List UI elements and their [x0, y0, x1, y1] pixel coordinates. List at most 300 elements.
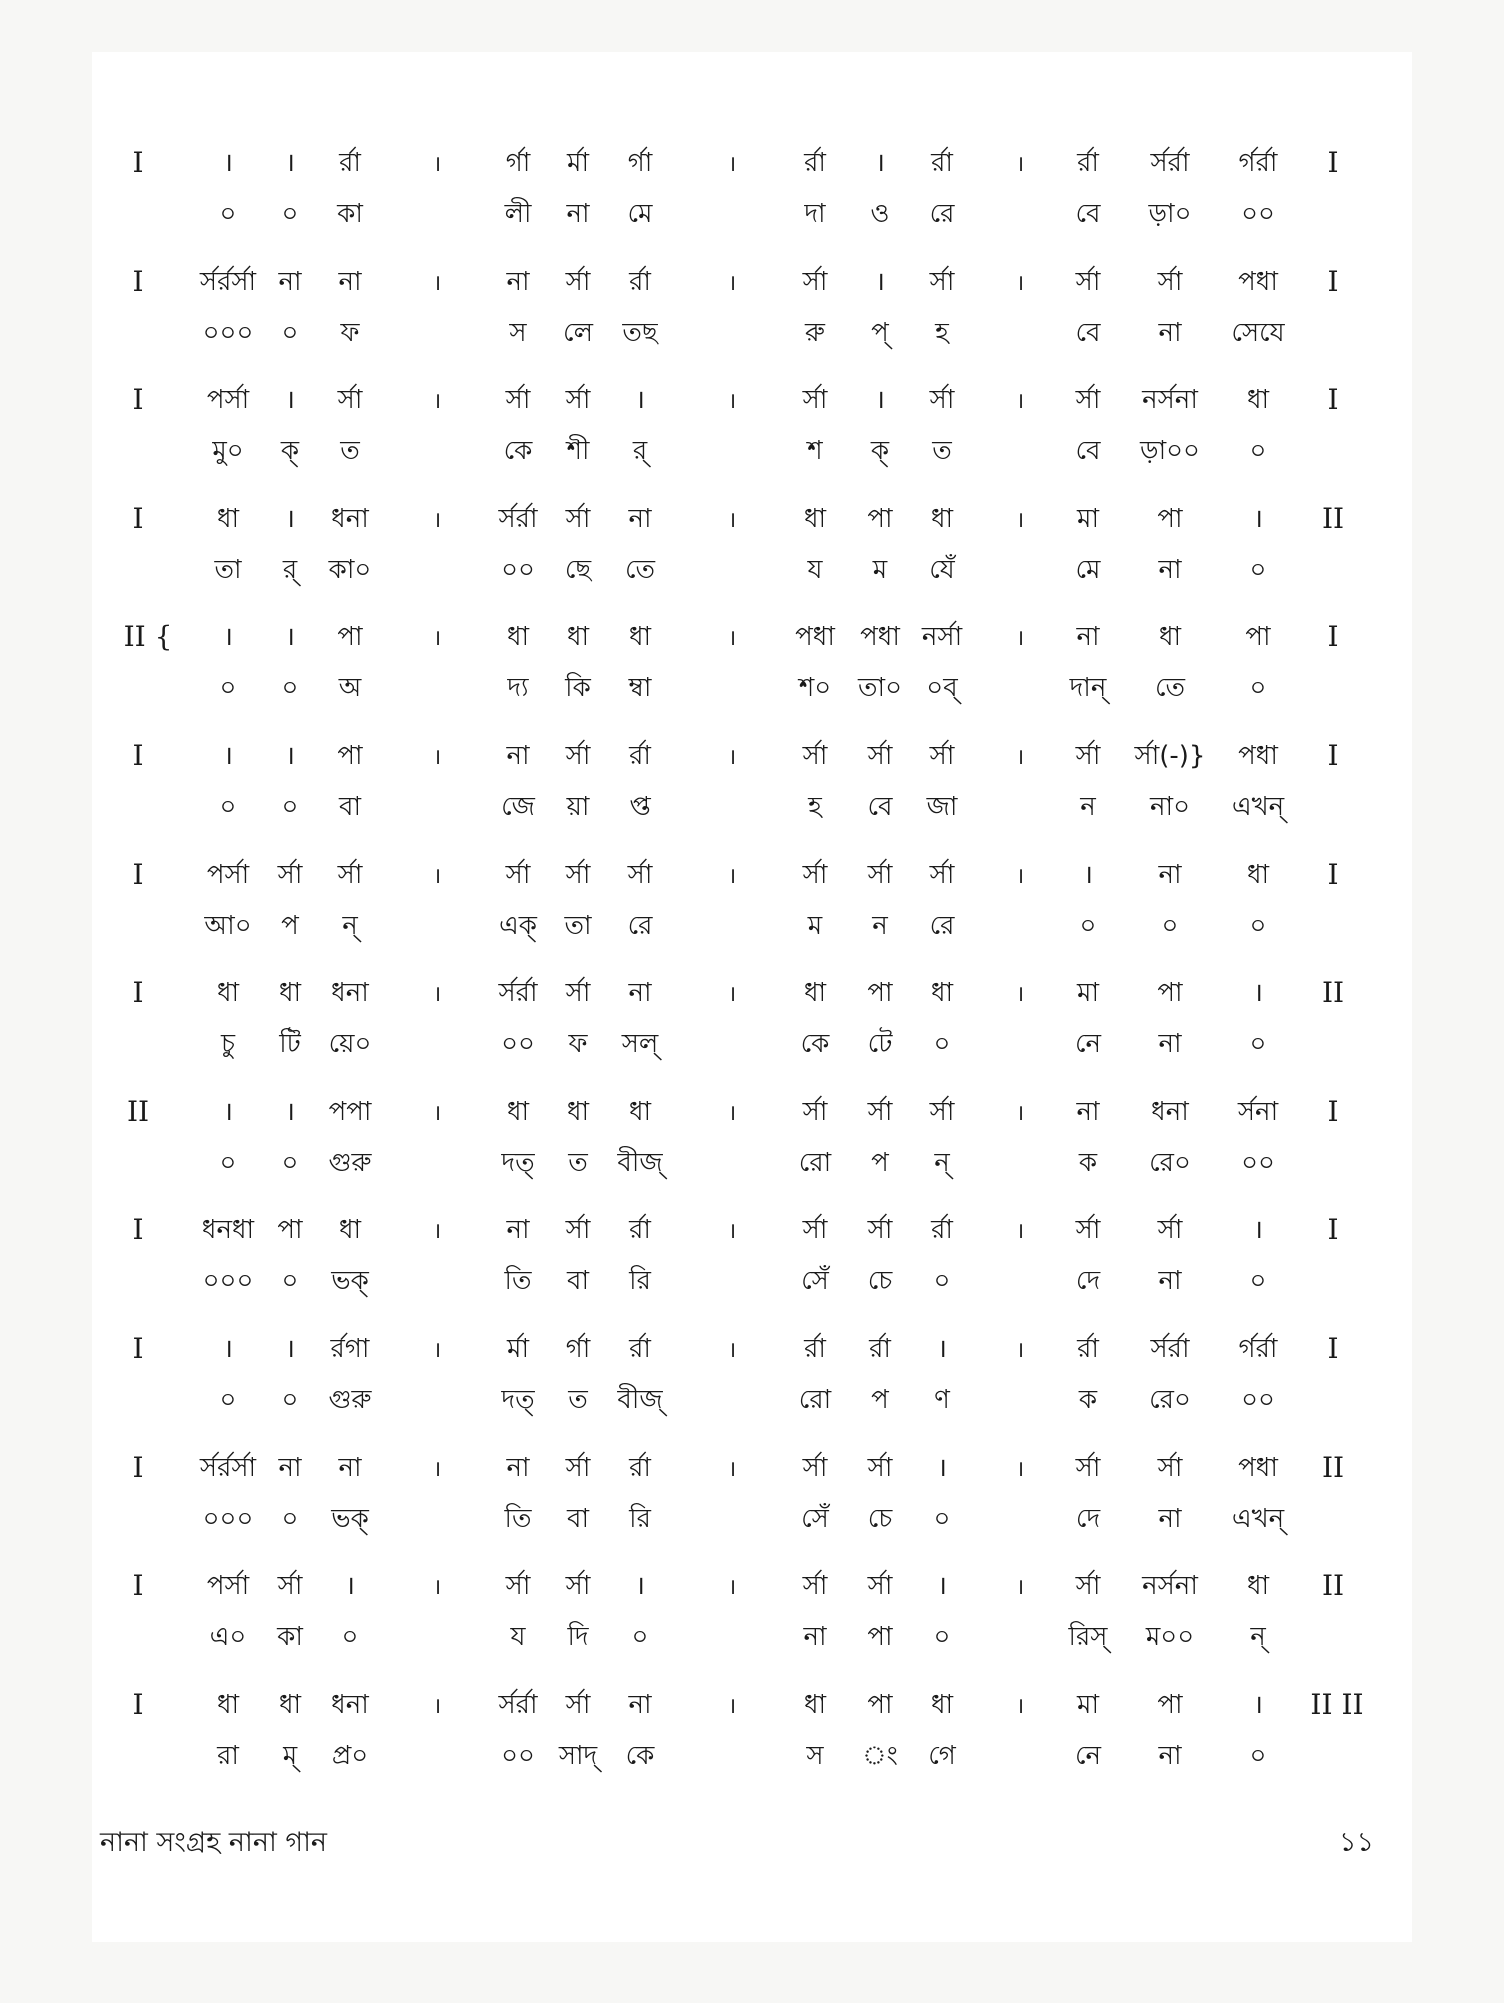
- swara-note: ধা: [566, 1096, 590, 1127]
- swara-note: র্সা: [565, 978, 591, 1009]
- swara-note: র্সা: [867, 1096, 893, 1127]
- lyric-syllable: দা: [804, 199, 826, 229]
- swara-note: পধা: [795, 622, 835, 653]
- beat-divider: ।: [727, 1219, 737, 1245]
- swara-note: র্সা: [565, 1215, 591, 1246]
- swara-note: র্সা: [802, 1096, 828, 1127]
- swara-note: না: [506, 1452, 530, 1483]
- lyric-syllable: মে: [627, 199, 653, 229]
- lyric-syllable: বে: [867, 792, 893, 822]
- swara-note: পধা: [1238, 1452, 1278, 1483]
- swara-note: ধা: [930, 503, 954, 534]
- lyric-syllable: ০: [933, 1503, 951, 1534]
- lyric-syllable: বা: [338, 792, 362, 822]
- swara-note: পধা: [1238, 741, 1278, 771]
- beat-divider: ।: [1015, 1693, 1025, 1719]
- lyric-syllable: ০০০: [202, 1503, 254, 1534]
- swara-note: না: [338, 266, 362, 297]
- swara-note: ।: [285, 741, 295, 771]
- row-start-bar: I: [132, 264, 144, 298]
- swara-note: ধা: [278, 1689, 302, 1720]
- lyric-syllable: সেযে: [1231, 317, 1285, 348]
- lyric-syllable: বীজ্: [617, 1385, 663, 1415]
- lyric-syllable: র্: [282, 554, 298, 585]
- swara-note: র্সর্রা: [1150, 148, 1190, 178]
- lyric-syllable: রি: [629, 1503, 651, 1534]
- swara-note: না: [1076, 622, 1100, 653]
- lyric-syllable: দি: [567, 1622, 589, 1653]
- swara-note: ।: [285, 622, 295, 653]
- swara-note: পপা: [328, 1096, 372, 1127]
- lyric-syllable: চে: [867, 1503, 893, 1534]
- swara-note: র্সা: [565, 385, 591, 416]
- lyric-syllable: ভক্: [331, 1266, 369, 1297]
- lyric-syllable: না: [1158, 1029, 1182, 1060]
- swara-note: পর্সা: [206, 385, 250, 416]
- swara-note: ধা: [566, 622, 590, 653]
- lyric-syllable: সাদ্: [558, 1740, 598, 1771]
- beat-divider: ।: [1015, 745, 1025, 770]
- lyric-syllable: ০: [281, 1385, 299, 1415]
- swara-note: র্সা: [1075, 385, 1101, 416]
- swara-note: নর্সা: [921, 622, 963, 653]
- lyric-syllable: বা: [566, 1266, 590, 1297]
- lyric-syllable: ০০: [1241, 1385, 1275, 1415]
- lyric-syllable: ০: [933, 1622, 951, 1653]
- beat-divider: ।: [727, 1338, 737, 1363]
- swara-note: র্সা: [867, 859, 893, 890]
- lyric-syllable: না: [1158, 317, 1182, 348]
- swara-note: র্গর্রা: [1238, 148, 1278, 178]
- lyric-syllable: ০: [281, 1147, 299, 1178]
- lyric-syllable: ং: [862, 1740, 898, 1771]
- beat-divider: ।: [432, 1100, 442, 1126]
- swara-note: না: [628, 503, 652, 534]
- lyric-syllable: ০: [1249, 1740, 1267, 1771]
- swara-note: ।: [285, 1334, 295, 1364]
- lyric-syllable: যেঁ: [929, 554, 955, 585]
- notation-row: [0, 1334, 1504, 1434]
- lyric-syllable: বে: [1075, 199, 1101, 229]
- swara-note: পর্সা: [206, 1571, 250, 1602]
- swara-note: ধা: [1246, 385, 1270, 416]
- swara-note: র্সা: [929, 741, 955, 771]
- swara-note: র্সা: [1075, 1215, 1101, 1246]
- beat-divider: ।: [727, 982, 737, 1008]
- row-end-bar: I: [1327, 1094, 1339, 1128]
- row-start-bar: I: [132, 383, 144, 417]
- lyric-syllable: পা: [867, 1622, 893, 1653]
- swara-note: র্সা: [802, 1571, 828, 1602]
- swara-note: ।: [223, 1334, 233, 1364]
- swara-note: র্রা: [629, 266, 651, 297]
- lyric-syllable: ০: [281, 199, 299, 229]
- lyric-syllable: ম০০: [1145, 1622, 1195, 1653]
- swara-note: পা: [867, 978, 893, 1009]
- swara-note: র্সা: [867, 1215, 893, 1246]
- lyric-syllable: অ: [338, 673, 362, 704]
- lyric-syllable: য: [807, 554, 823, 585]
- swara-note: র্রা: [1077, 1334, 1099, 1364]
- lyric-syllable: ত: [568, 1147, 588, 1178]
- footer-title: নানা সংগ্রহ নানা গান: [100, 1827, 328, 1858]
- swara-note: না: [1158, 859, 1182, 890]
- beat-divider: ।: [432, 1219, 442, 1245]
- lyric-syllable: স: [806, 1740, 824, 1771]
- swara-note: ।: [223, 1096, 233, 1127]
- swara-note: ধা: [216, 503, 240, 534]
- notation-row: [0, 1571, 1504, 1671]
- lyric-syllable: ম: [872, 554, 888, 585]
- swara-note: ধা: [803, 1689, 827, 1720]
- notation-row: [0, 978, 1504, 1078]
- beat-divider: ।: [432, 1338, 442, 1363]
- row-end-bar: I: [1327, 620, 1339, 654]
- beat-divider: ।: [1015, 982, 1025, 1008]
- swara-note: পা: [1157, 1689, 1183, 1720]
- lyric-syllable: মু০: [212, 436, 244, 467]
- swara-note: র্সা: [1075, 741, 1101, 771]
- lyric-syllable: তা: [564, 910, 592, 941]
- lyric-syllable: এক্: [499, 910, 537, 941]
- notation-row: [0, 385, 1504, 485]
- notation-row: [0, 857, 1504, 960]
- beat-divider: ।: [727, 863, 737, 889]
- beat-divider: ।: [432, 626, 442, 652]
- swara-note: ।: [875, 266, 885, 297]
- beat-divider: ।: [727, 1693, 737, 1719]
- lyric-syllable: ম্বা: [628, 673, 652, 704]
- swara-note: ধা: [216, 1689, 240, 1720]
- beat-divider: ।: [1015, 1456, 1025, 1482]
- beat-divider: ।: [1015, 626, 1025, 652]
- lyric-syllable: চু: [220, 1029, 236, 1060]
- lyric-syllable: ও: [870, 199, 890, 229]
- lyric-syllable: ০: [1249, 673, 1267, 704]
- lyric-syllable: ০: [281, 792, 299, 822]
- swara-note: পা: [337, 622, 363, 653]
- lyric-syllable: প: [871, 1385, 889, 1415]
- notation-row: [0, 1450, 1504, 1553]
- swara-note: র্সা: [929, 859, 955, 890]
- lyric-syllable: ০০০: [202, 317, 254, 348]
- row-start-bar: I: [132, 976, 144, 1010]
- lyric-syllable: ক্: [280, 436, 300, 467]
- lyric-syllable: য়ে০: [328, 1029, 372, 1060]
- lyric-syllable: ০: [341, 1622, 359, 1653]
- swara-note: র্রা: [339, 148, 361, 178]
- swara-note: র্মা: [567, 148, 589, 178]
- swara-note: ধা: [216, 978, 240, 1009]
- lyric-syllable: ০: [1249, 1029, 1267, 1060]
- row-start-bar: I: [132, 739, 144, 772]
- swara-note: র্মা: [507, 1334, 529, 1364]
- lyric-syllable: য়া: [566, 792, 590, 822]
- swara-note: পা: [1157, 503, 1183, 534]
- lyric-syllable: ফ: [568, 1029, 588, 1060]
- lyric-syllable: ড়া০: [1148, 199, 1192, 229]
- lyric-syllable: রু: [805, 317, 825, 348]
- swara-note: নর্সনা: [1142, 385, 1198, 416]
- swara-note: পর্সা: [206, 859, 250, 890]
- swara-note: র্রা: [804, 1334, 826, 1364]
- lyric-syllable: ন্: [1250, 1622, 1266, 1653]
- swara-note: র্সা: [802, 1452, 828, 1483]
- row-start-bar: I: [132, 501, 144, 535]
- swara-note: ধা: [506, 1096, 530, 1127]
- swara-note: ।: [285, 385, 295, 416]
- lyric-syllable: রে০: [1149, 1385, 1191, 1415]
- lyric-syllable: ক: [1078, 1147, 1098, 1178]
- lyric-syllable: ০: [219, 1147, 237, 1178]
- swara-note: ধা: [930, 1689, 954, 1720]
- swara-note: না: [1076, 1096, 1100, 1127]
- swara-note: পা: [867, 1689, 893, 1720]
- lyric-syllable: ০: [1079, 910, 1097, 941]
- swara-note: পা: [337, 741, 363, 771]
- lyric-syllable: রে: [627, 910, 653, 941]
- swara-note: র্সা: [1157, 1452, 1183, 1483]
- lyric-syllable: গে: [928, 1740, 956, 1771]
- lyric-syllable: হ: [935, 317, 949, 348]
- row-start-bar: I: [132, 1213, 144, 1247]
- beat-divider: ।: [1015, 152, 1025, 177]
- swara-note: র্সা: [505, 859, 531, 890]
- lyric-syllable: স: [509, 317, 527, 348]
- row-start-bar: I: [132, 1687, 144, 1721]
- swara-note: র্রা: [1077, 148, 1099, 178]
- lyric-syllable: ০: [219, 673, 237, 704]
- beat-divider: ।: [432, 745, 442, 770]
- swara-note: র্সর্রা: [498, 978, 538, 1009]
- lyric-syllable: ০: [219, 1385, 237, 1415]
- swara-note: পা: [867, 503, 893, 534]
- lyric-syllable: আ০: [204, 910, 252, 941]
- lyric-syllable: ত: [568, 1385, 588, 1415]
- lyric-syllable: ত: [932, 436, 952, 467]
- swara-note: ।: [1253, 978, 1263, 1009]
- lyric-syllable: ন: [1080, 792, 1096, 822]
- swara-note: র্সা: [277, 859, 303, 890]
- swara-note: র্সা: [802, 385, 828, 416]
- lyric-syllable: লে: [563, 317, 593, 348]
- swara-note: ধা: [803, 503, 827, 534]
- notation-row: [0, 1094, 1504, 1197]
- swara-note: র্সা: [1157, 266, 1183, 297]
- lyric-syllable: না০: [1150, 792, 1190, 822]
- swara-note: র্গর্রা: [1238, 1334, 1278, 1364]
- swara-note: র্সা: [929, 266, 955, 297]
- lyric-syllable: চে: [867, 1266, 893, 1297]
- swara-note: ।: [875, 385, 885, 416]
- lyric-syllable: ০: [1249, 554, 1267, 585]
- swara-note: র্সা: [565, 741, 591, 771]
- row-end-bar: I: [1327, 1213, 1339, 1247]
- swara-note: মা: [1077, 503, 1099, 534]
- swara-note: র্সা: [1075, 1571, 1101, 1602]
- lyric-syllable: ০০: [501, 1740, 535, 1771]
- swara-note: র্রা: [869, 1334, 891, 1364]
- notation-row: [0, 501, 1504, 604]
- lyric-syllable: ছে: [564, 554, 592, 585]
- swara-note: ধা: [930, 978, 954, 1009]
- beat-divider: ।: [1015, 389, 1025, 415]
- swara-note: র্সা: [277, 1571, 303, 1602]
- swara-note: ।: [875, 148, 885, 178]
- swara-note: র্গা: [627, 148, 653, 178]
- swara-note: ধা: [278, 978, 302, 1009]
- swara-note: পা: [1245, 622, 1271, 653]
- row-start-bar: I: [132, 146, 144, 179]
- lyric-syllable: সেঁ: [801, 1503, 829, 1534]
- lyric-syllable: দান্: [1069, 673, 1107, 704]
- lyric-syllable: সেঁ: [801, 1266, 829, 1297]
- swara-note: র্সা: [802, 859, 828, 890]
- swara-note: র্সা: [565, 859, 591, 890]
- swara-note: ধনা: [331, 1689, 369, 1720]
- lyric-syllable: ০: [281, 1503, 299, 1534]
- swara-note: ।: [1253, 503, 1263, 534]
- row-start-bar: I: [132, 1569, 144, 1603]
- swara-note: ধনা: [331, 503, 369, 534]
- swara-note: নর্সনা: [1142, 1571, 1198, 1602]
- swara-note: ।: [937, 1334, 947, 1364]
- row-start-bar: I: [132, 857, 144, 891]
- swara-note: ধা: [506, 622, 530, 653]
- beat-divider: ।: [1015, 1338, 1025, 1363]
- swara-note: র্সা: [505, 1571, 531, 1602]
- swara-note: র্রগা: [330, 1334, 370, 1364]
- lyric-syllable: ০: [631, 1622, 649, 1653]
- lyric-syllable: তে: [624, 554, 656, 585]
- row-start-bar: I: [132, 1332, 144, 1365]
- swara-note: না: [628, 978, 652, 1009]
- swara-note: না: [506, 1215, 530, 1246]
- row-end-bar: I: [1327, 146, 1339, 179]
- lyric-syllable: ভক্: [331, 1503, 369, 1534]
- swara-note: ধা: [338, 1215, 362, 1246]
- row-end-bar: I: [1327, 383, 1339, 417]
- swara-note: মা: [1077, 1689, 1099, 1720]
- swara-note: র্সর্রর্সা: [199, 266, 257, 297]
- swara-note: র্রা: [629, 1334, 651, 1364]
- swara-note: ।: [285, 148, 295, 178]
- swara-note: ধা: [1158, 622, 1182, 653]
- notation-row: [0, 264, 1504, 367]
- swara-note: ।: [345, 1571, 355, 1602]
- swara-note: পধা: [860, 622, 900, 653]
- swara-note: র্রা: [629, 741, 651, 771]
- lyric-syllable: রে: [929, 199, 955, 229]
- lyric-syllable: ত: [340, 436, 360, 467]
- swara-note: ধা: [628, 622, 652, 653]
- lyric-syllable: কে: [800, 1029, 830, 1060]
- page-number: ১১: [1338, 1827, 1374, 1858]
- swara-note: র্সা: [929, 385, 955, 416]
- row-end-bar: I: [1327, 857, 1339, 891]
- lyric-syllable: সল্: [621, 1029, 659, 1060]
- lyric-syllable: ম: [807, 910, 823, 941]
- swara-note: র্সা: [565, 1571, 591, 1602]
- swara-note: র্সর্রা: [498, 503, 538, 534]
- row-end-bar: I: [1327, 264, 1339, 298]
- lyric-syllable: শ: [807, 436, 823, 467]
- lyric-syllable: দে: [1075, 1266, 1101, 1297]
- swara-note: মা: [1077, 978, 1099, 1009]
- swara-note: র্সা: [867, 1571, 893, 1602]
- swara-note: না: [628, 1689, 652, 1720]
- swara-note: র্রা: [629, 1215, 651, 1246]
- swara-note: ।: [937, 1571, 947, 1602]
- notation-row: [0, 148, 1504, 248]
- beat-divider: ।: [432, 982, 442, 1008]
- swara-note: ।: [285, 1096, 295, 1127]
- swara-note: ধা: [1246, 1571, 1270, 1602]
- swara-note: ।: [285, 503, 295, 534]
- lyric-syllable: ন্: [934, 1147, 950, 1178]
- lyric-syllable: নে: [1074, 1029, 1102, 1060]
- row-end-bar: II: [1321, 1569, 1345, 1603]
- lyric-syllable: না: [1158, 554, 1182, 585]
- swara-note: ।: [223, 148, 233, 178]
- beat-divider: ।: [432, 389, 442, 415]
- swara-note: ।: [1083, 859, 1093, 890]
- lyric-syllable: ০০০: [202, 1266, 254, 1297]
- swara-note: ।: [1253, 1689, 1263, 1720]
- lyric-syllable: রে: [929, 910, 955, 941]
- lyric-syllable: ন: [872, 910, 888, 941]
- swara-note: র্সা(-)}: [1134, 741, 1206, 771]
- swara-note: র্সা: [1075, 1452, 1101, 1483]
- lyric-syllable: রো: [798, 1385, 832, 1415]
- beat-divider: ।: [432, 863, 442, 889]
- lyric-syllable: ০ব্: [926, 673, 958, 704]
- swara-note: ।: [223, 741, 233, 771]
- lyric-syllable: ০: [281, 317, 299, 348]
- swara-note: র্সনা: [1237, 1096, 1279, 1127]
- lyric-syllable: না: [1158, 1266, 1182, 1297]
- beat-divider: ।: [727, 1456, 737, 1482]
- swara-note: ।: [635, 1571, 645, 1602]
- lyric-syllable: টি: [279, 1029, 301, 1060]
- lyric-syllable: ০০: [501, 554, 535, 585]
- lyric-syllable: লী: [504, 199, 532, 229]
- beat-divider: ।: [432, 1693, 442, 1719]
- row-end-bar: II: [1321, 501, 1345, 535]
- swara-note: র্রা: [931, 148, 953, 178]
- swara-note: র্সা: [802, 266, 828, 297]
- swara-note: ধা: [1246, 859, 1270, 890]
- lyric-syllable: ০০: [1241, 1147, 1275, 1178]
- lyric-syllable: কে: [625, 1740, 655, 1771]
- lyric-syllable: কা: [337, 199, 363, 229]
- lyric-syllable: দত্: [501, 1385, 535, 1415]
- swara-note: র্সা: [867, 1452, 893, 1483]
- lyric-syllable: ০০: [501, 1029, 535, 1060]
- lyric-syllable: মে: [1075, 554, 1101, 585]
- swara-note: র্সা: [627, 859, 653, 890]
- row-start-bar: II: [126, 1094, 150, 1128]
- lyric-syllable: ০: [219, 792, 237, 822]
- beat-divider: ।: [727, 270, 737, 296]
- lyric-syllable: ০: [1249, 1266, 1267, 1297]
- lyric-syllable: না: [566, 199, 590, 229]
- lyric-syllable: তা: [214, 554, 242, 585]
- lyric-syllable: না: [803, 1622, 827, 1653]
- lyric-syllable: ০: [933, 1266, 951, 1297]
- lyric-syllable: জা: [926, 792, 958, 822]
- lyric-syllable: য: [510, 1622, 526, 1653]
